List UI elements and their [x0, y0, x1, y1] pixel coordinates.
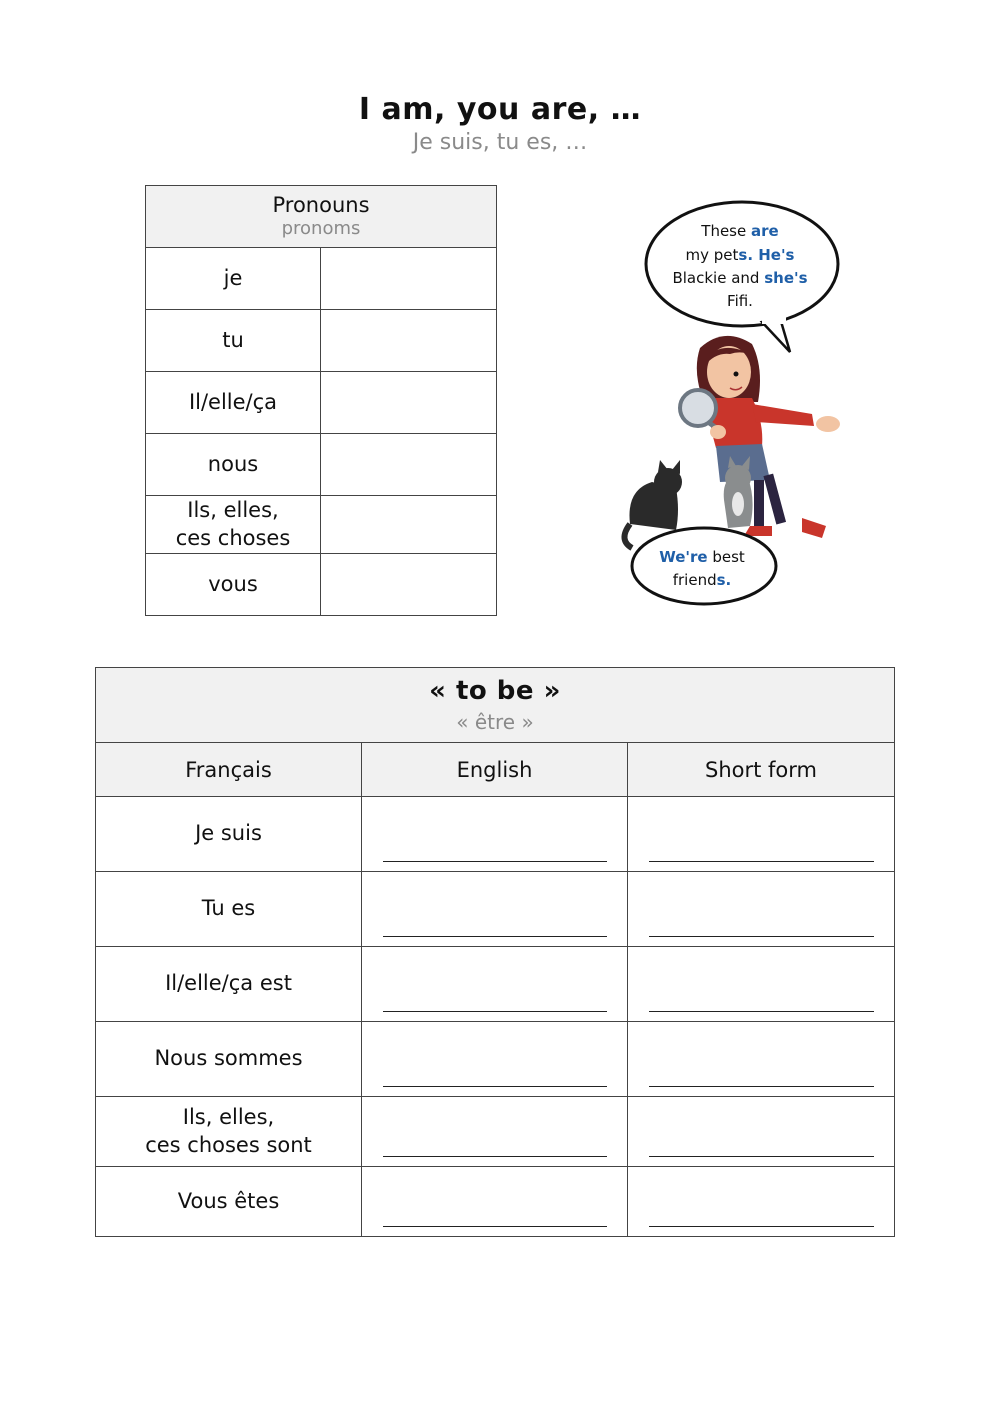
pronouns-header-label: Pronouns — [272, 193, 370, 218]
bubble-top-line1: These are — [701, 222, 779, 240]
francais-cell: Je suis — [96, 797, 362, 872]
francais-cell: Il/elle/ça est — [96, 947, 362, 1022]
girl-with-cats-illustration — [612, 200, 862, 612]
francais-cell — [96, 1097, 362, 1167]
pronouns-table — [145, 185, 497, 616]
pronoun-answer-cell[interactable] — [321, 496, 497, 554]
answer-blank-line — [649, 1011, 874, 1012]
pronoun-answer-cell[interactable] — [321, 310, 497, 372]
pronoun-cell: nous — [146, 434, 321, 496]
short-form-answer-cell[interactable] — [628, 1097, 895, 1167]
pronoun-answer-cell[interactable] — [321, 372, 497, 434]
francais-line: Ils, elles, — [182, 1105, 275, 1130]
english-answer-cell[interactable] — [362, 1097, 628, 1167]
answer-blank-line — [383, 1226, 607, 1227]
bubble-top-line3: Blackie and she's — [672, 269, 808, 287]
bubble-top-line4: Fifi. — [727, 292, 753, 310]
pronouns-header — [146, 186, 497, 248]
answer-blank-line — [649, 861, 874, 862]
answer-blank-line — [649, 1086, 874, 1087]
pronoun-answer-cell[interactable] — [321, 434, 497, 496]
column-header-short-form: Short form — [628, 743, 895, 797]
answer-blank-line — [383, 936, 607, 937]
pronoun-answer-cell[interactable] — [321, 248, 497, 310]
francais-cell: Vous êtes — [96, 1167, 362, 1237]
etre-table-subtitle: « être » — [456, 709, 534, 734]
pronouns-header-sub: pronoms — [281, 218, 361, 240]
girl-figure — [680, 336, 840, 538]
bubble-bottom-line1: We're best — [659, 548, 745, 566]
answer-blank-line — [649, 936, 874, 937]
francais-cell: Tu es — [96, 872, 362, 947]
pronoun-cell: je — [146, 248, 321, 310]
francais-line: ces choses sont — [145, 1132, 312, 1157]
pronoun-cell: Il/elle/ça — [146, 372, 321, 434]
short-form-answer-cell[interactable] — [628, 947, 895, 1022]
bubble-top-line2: my pets. He's — [685, 246, 795, 264]
pronoun-cell: vous — [146, 554, 321, 616]
speech-bubble-top — [646, 202, 838, 352]
answer-blank-line — [383, 861, 607, 862]
answer-blank-line — [383, 1156, 607, 1157]
pronoun-cell — [146, 496, 321, 554]
pronoun-answer-cell[interactable] — [321, 554, 497, 616]
etre-table-title: « to be » — [429, 676, 561, 707]
short-form-answer-cell[interactable] — [628, 872, 895, 947]
francais-cell: Nous sommes — [96, 1022, 362, 1097]
pronoun-line: ces choses — [175, 525, 291, 550]
answer-blank-line — [383, 1011, 607, 1012]
english-answer-cell[interactable] — [362, 1022, 628, 1097]
page-title: I am, you are, … — [358, 92, 642, 127]
english-answer-cell[interactable] — [362, 947, 628, 1022]
bubble-bottom-line2: friends. — [672, 571, 732, 589]
page-subtitle: Je suis, tu es, … — [412, 130, 588, 155]
short-form-answer-cell[interactable] — [628, 1167, 895, 1237]
pronoun-line: Ils, elles, — [187, 498, 279, 523]
english-answer-cell[interactable] — [362, 872, 628, 947]
answer-blank-line — [383, 1086, 607, 1087]
english-answer-cell[interactable] — [362, 1167, 628, 1237]
answer-blank-line — [649, 1226, 874, 1227]
short-form-answer-cell[interactable] — [628, 797, 895, 872]
answer-blank-line — [649, 1156, 874, 1157]
pronoun-cell: tu — [146, 310, 321, 372]
column-header-english: English — [362, 743, 628, 797]
etre-conjugation-table — [95, 667, 895, 1237]
speech-bubble-bottom — [632, 528, 776, 604]
short-form-answer-cell[interactable] — [628, 1022, 895, 1097]
english-answer-cell[interactable] — [362, 797, 628, 872]
column-header-francais: Français — [96, 743, 362, 797]
etre-table-header — [96, 668, 895, 743]
